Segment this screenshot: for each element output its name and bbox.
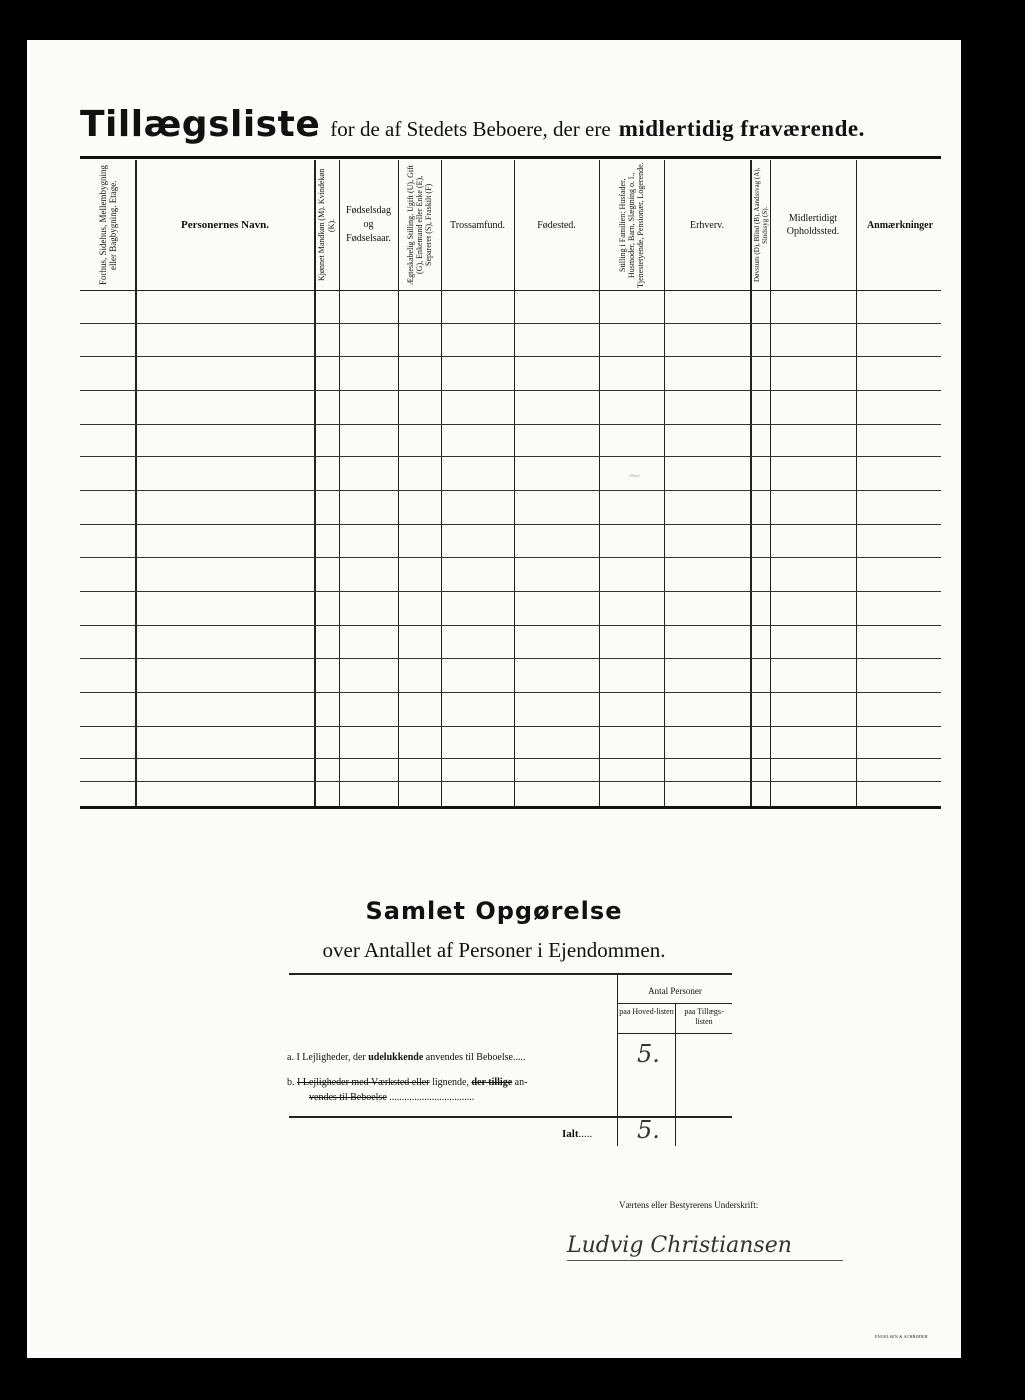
summary-total-value: 5. <box>637 1116 660 1144</box>
title-rest: for de af Stedets Beboere, der ere <box>330 117 611 141</box>
row-line <box>80 456 941 457</box>
header-birthplace: Fødested. <box>537 219 576 231</box>
summary-col-line <box>617 1033 732 1034</box>
signature-label: Værtens eller Bestyrerens Underskrift: <box>619 1200 759 1210</box>
header-occupation: Erhverv. <box>689 219 725 231</box>
summary-col-line <box>617 1003 732 1004</box>
header-divider <box>80 290 941 291</box>
row-line <box>80 424 941 425</box>
printer-imprint: ENGELSEN & SCHRØDER <box>875 1334 928 1339</box>
row-line <box>80 490 941 491</box>
summary-value-a: 5. <box>637 1040 660 1068</box>
row-line <box>80 758 941 759</box>
row-line <box>80 726 941 727</box>
row-line <box>80 524 941 525</box>
header-names: Personernes Navn. <box>181 219 269 231</box>
row-line <box>80 658 941 659</box>
header-building: Forhus, Sidehus, Mellembygning eller Bagbygning. Etage. <box>98 165 118 286</box>
signature-handwritten: Ludvig Christiansen <box>567 1233 792 1258</box>
census-form-sheet <box>27 40 961 1358</box>
title-main: Tillægsliste <box>80 104 321 145</box>
header-remarks: Anmærkninger <box>866 219 934 231</box>
summary-row-b: b. I Lejligheder med Værksted eller lignende, der tillige an- <box>287 1077 528 1088</box>
form-title <box>80 104 940 150</box>
summary-top-rule <box>289 973 732 975</box>
signature-line <box>567 1260 843 1261</box>
summary-subtitle: over Antallet af Personer i Ejendommen. <box>322 938 666 962</box>
row-line <box>80 356 941 357</box>
row-line <box>80 557 941 558</box>
bleed-through-handwriting: ~ <box>627 465 643 486</box>
summary-total-label: Ialt..... <box>562 1128 593 1140</box>
summary-row-b-line2: vendes til Beboelse .................................. <box>309 1092 475 1103</box>
row-line <box>80 692 941 693</box>
header-family-position: Stilling i Familien: Husfader, Husmoder, Barn, Slægtning o. l., Tjenestetyende, Pensionær, Logerende. <box>618 162 645 288</box>
header-temp-residence: Midlertidigt Opholdssted. <box>786 213 840 237</box>
table-bottom-rule <box>80 806 941 809</box>
summary-sum-rule <box>289 1116 732 1118</box>
header-birthdate: Fødselsdag og Fødselsaar. <box>346 205 391 244</box>
row-line <box>80 390 941 391</box>
row-line <box>80 625 941 626</box>
summary-col-group-header: Antal Personer <box>648 986 702 996</box>
summary-col-main: paa Hoved-listen <box>619 1007 674 1016</box>
header-disability: Døvstum (D), Blind (B), Aandssvag (A), Sindssyg (S). <box>752 167 769 283</box>
table-top-rule <box>80 156 941 159</box>
header-sex: Kjønnet Mandkøn (M). Kvindekøn (K). <box>317 168 336 282</box>
summary-col-supplement: paa Tillægs-listen <box>684 1007 724 1026</box>
title-emphasis: midlertidig fraværende. <box>618 116 865 141</box>
row-line <box>80 323 941 324</box>
header-marital: Ægteskabelig Stilling. Ugift (U), Gift (G), Enkemand eller Enke (E), Separeret (S), Fraskilt (F) <box>406 165 433 285</box>
summary-col-line <box>617 975 618 1146</box>
summary-row-a: a. I Lejligheder, der udelukkende anvendes til Beboelse..... <box>287 1052 526 1063</box>
summary-title: Samlet Opgørelse <box>365 897 623 925</box>
header-religion: Trossamfund. <box>450 219 505 231</box>
row-line <box>80 781 941 782</box>
row-line <box>80 591 941 592</box>
